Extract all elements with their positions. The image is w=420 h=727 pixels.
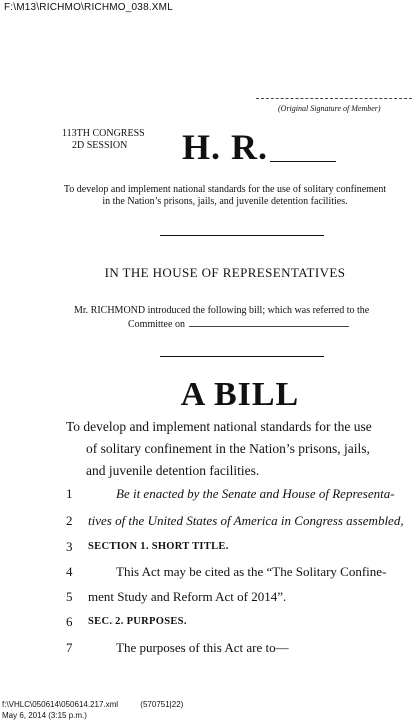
purpose-line-3: and juvenile detention facilities. <box>86 463 260 478</box>
signature-caption: (Original Signature of Member) <box>278 104 381 113</box>
section-heading: SEC. 2. PURPOSES. <box>88 616 187 627</box>
footer-timestamp: May 6, 2014 (3:15 p.m.) <box>2 711 87 720</box>
line-number: 3 <box>66 539 73 554</box>
bill-number-blank <box>270 161 336 162</box>
bill-text-line: The purposes of this Act are to— <box>116 640 289 655</box>
introduction-block <box>74 304 406 332</box>
bill-number-label: H. R. <box>182 127 268 167</box>
bill-text-line: ment Study and Reform Act of 2014”. <box>88 589 287 604</box>
line-number: 7 <box>66 640 73 655</box>
line-number: 5 <box>66 589 73 604</box>
purpose-block <box>66 416 416 482</box>
purpose-line-2: of solitary confinement in the Nation’s prisons, jails, <box>86 441 370 456</box>
line-number: 1 <box>66 486 73 501</box>
congress-number: 113TH CONGRESS <box>62 128 145 139</box>
line-number: 2 <box>66 513 73 528</box>
purpose-line-1: To develop and implement national standards for the use <box>66 419 372 434</box>
session-number: 2D SESSION <box>72 140 128 151</box>
section-heading: SECTION 1. SHORT TITLE. <box>88 541 229 552</box>
bill-text-line: tives of the United States of America in Congress assembled, <box>88 513 404 528</box>
line-number: 4 <box>66 564 73 579</box>
divider-rule <box>160 356 324 357</box>
introduction-line-1: Mr. RICHMOND introduced the following bill; which was referred to the <box>74 305 370 316</box>
short-description: To develop and implement national standards for the use of solitary confinement in the Nation’s prisons, jails, and juvenile detention facilities. <box>63 184 387 207</box>
signature-line <box>256 98 412 99</box>
divider-rule <box>160 235 324 236</box>
bill-title: A BILL <box>180 376 300 413</box>
file-path-header: F:\M13\RICHMO\RICHMO_038.XML <box>4 2 173 13</box>
introduction-line-2 <box>74 318 406 332</box>
committee-blank <box>189 318 349 327</box>
congress-session-block <box>62 128 145 152</box>
committee-label: Committee on <box>128 319 185 330</box>
bill-text-line: Be it enacted by the Senate and House of Representa- <box>116 486 395 501</box>
bill-text-line: This Act may be cited as the “The Solitary Confine- <box>116 564 387 579</box>
footer-file-info: f:\VHLC\050614\050614.217.xml (570751|22) <box>2 700 184 709</box>
line-number: 6 <box>66 614 73 629</box>
house-heading: IN THE HOUSE OF REPRESENTATIVES <box>104 265 346 280</box>
